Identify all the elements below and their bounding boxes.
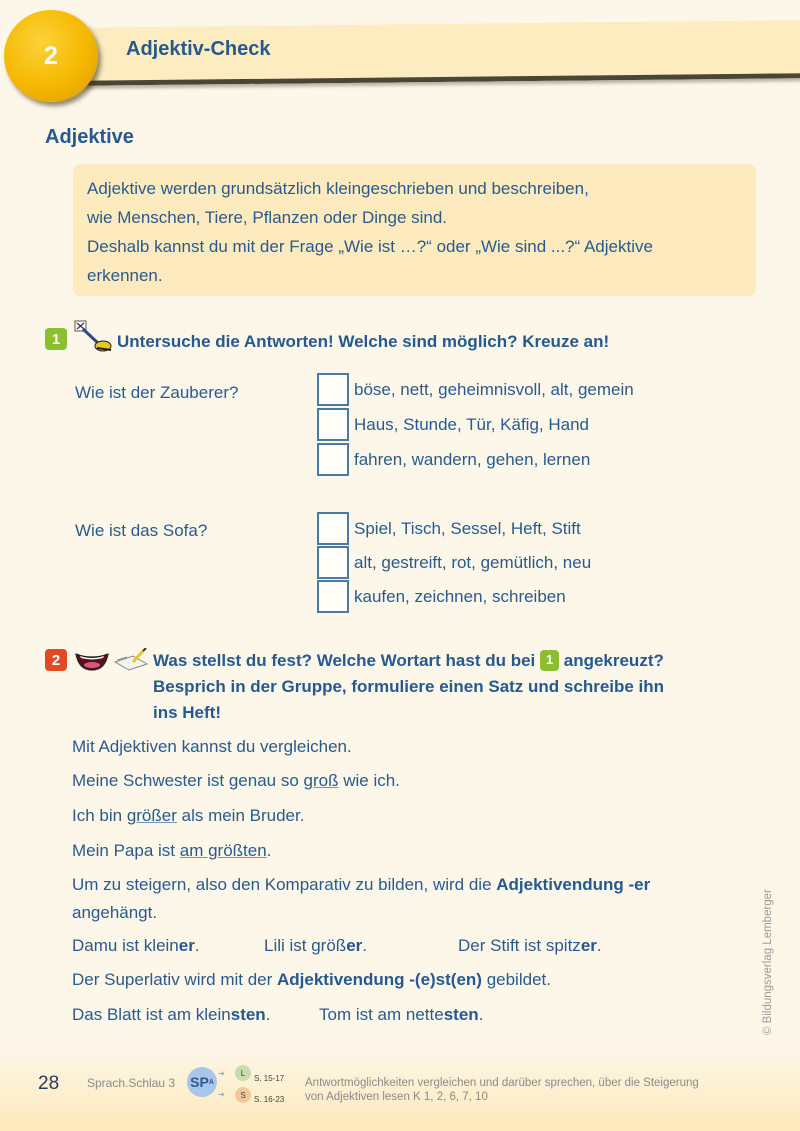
arrow-icon: ➔ — [218, 1090, 225, 1099]
task-number: 2 — [51, 651, 61, 669]
explanation-line: Mein Papa ist am größten. — [72, 841, 272, 860]
option-label: alt, gestreift, rot, gemütlich, neu — [354, 552, 592, 572]
option-row — [317, 373, 634, 406]
task-number-badge — [45, 328, 67, 350]
tick-pen-icon — [73, 320, 113, 354]
answer-checkbox[interactable] — [317, 373, 349, 406]
task-2-text: ins Heft! — [153, 703, 221, 722]
sp-badge: SP A — [187, 1067, 217, 1097]
task-2-header — [45, 648, 664, 726]
chapter-number-badge — [4, 10, 98, 102]
option-row — [317, 546, 591, 579]
info-line: erkennen. — [87, 266, 163, 285]
reference-s-pages: S. 16-23 — [254, 1095, 285, 1104]
option-label: Haus, Stunde, Tür, Käfig, Hand — [354, 414, 589, 434]
bold-term: Adjektivendung -er — [496, 875, 651, 894]
answer-checkbox[interactable] — [317, 408, 349, 441]
mouth-icon — [75, 650, 109, 672]
bold-term: Adjektivendung -(e)st(en) — [277, 970, 482, 989]
footer-description: Antwortmöglichkeiten vergleichen und darüber sprechen, über die Steigerung von Adjektiven lesen K 1, 2, 6, 7, 10 — [305, 1077, 699, 1103]
underlined-word: am größten — [179, 841, 267, 860]
info-line: Adjektive werden grundsätzlich kleingeschrieben und beschreiben, — [87, 179, 589, 198]
task-2-text: Besprich in der Gruppe, formuliere einen Satz und schreibe ihn — [153, 677, 665, 696]
reference-s-badge: S — [235, 1087, 251, 1103]
example-comparative: Lili ist größer. — [264, 936, 367, 955]
task-number: 1 — [51, 330, 61, 348]
task-reference-badge: 1 — [540, 650, 559, 671]
explanation-line: Ich bin größer als mein Bruder. — [72, 806, 305, 825]
option-label: fahren, wandern, gehen, lernen — [354, 449, 591, 469]
explanation-line: Meine Schwester ist genau so groß wie ich. — [72, 771, 400, 790]
info-line: wie Menschen, Tiere, Pflanzen oder Dinge sind. — [87, 208, 448, 227]
answer-checkbox[interactable] — [317, 443, 349, 476]
book-title: Sprach.Schlau 3 — [87, 1076, 176, 1090]
underlined-word: groß — [303, 771, 339, 790]
task-2-text: angekreuzt? — [563, 651, 664, 670]
option-row — [317, 443, 590, 476]
reference-l-pages: S. 15-17 — [254, 1074, 285, 1083]
page-number: 28 — [38, 1073, 60, 1094]
option-row — [317, 512, 581, 545]
question-label: Wie ist das Sofa? — [75, 521, 208, 540]
task-1-header — [45, 328, 609, 355]
info-line: Deshalb kannst du mit der Frage „Wie ist …?“ oder „Wie sind ...?“ Adjektive — [87, 237, 653, 256]
task-1-instruction: Untersuche die Antworten! Welche sind möglich? Kreuze an! — [117, 332, 610, 351]
option-row — [317, 580, 566, 613]
option-row — [317, 408, 589, 441]
task-2-instruction — [153, 648, 664, 726]
option-label: Spiel, Tisch, Sessel, Heft, Stift — [354, 518, 581, 538]
example-superlative: Das Blatt ist am kleinsten. — [72, 1005, 271, 1024]
answer-checkbox[interactable] — [317, 580, 349, 613]
reference-l-badge: L — [235, 1065, 251, 1081]
section-heading: Adjektive — [45, 126, 134, 148]
task-2-text: Was stellst du fest? Welche Wortart hast du bei — [153, 651, 536, 670]
write-icon — [113, 648, 149, 672]
info-box — [73, 164, 756, 296]
option-label: böse, nett, geheimnisvoll, alt, gemein — [354, 379, 634, 399]
question-label: Wie ist der Zauberer? — [75, 383, 239, 402]
example-superlative: Tom ist am nettesten. — [319, 1005, 484, 1024]
chapter-number: 2 — [44, 41, 58, 70]
explanation-line: Um zu steigern, also den Komparativ zu bilden, wird die Adjektivendung -er — [72, 875, 651, 894]
answer-checkbox[interactable] — [317, 512, 349, 545]
arrow-icon: ➔ — [218, 1069, 225, 1078]
page-title: Adjektiv-Check — [126, 38, 271, 60]
copyright-notice: © Bildungsverlag Lemberger — [762, 889, 774, 1035]
task-number-badge — [45, 649, 67, 671]
underlined-word: größer — [126, 806, 177, 825]
explanation-line: Der Superlativ wird mit der Adjektivendung -(e)st(en) gebildet. — [72, 970, 551, 989]
explanation-line: angehängt. — [72, 903, 158, 922]
explanation-line: Mit Adjektiven kannst du vergleichen. — [72, 737, 352, 756]
example-comparative: Damu ist kleiner. — [72, 936, 200, 955]
example-comparative: Der Stift ist spitzer. — [458, 936, 602, 955]
option-label: kaufen, zeichnen, schreiben — [354, 586, 566, 606]
answer-checkbox[interactable] — [317, 546, 349, 579]
